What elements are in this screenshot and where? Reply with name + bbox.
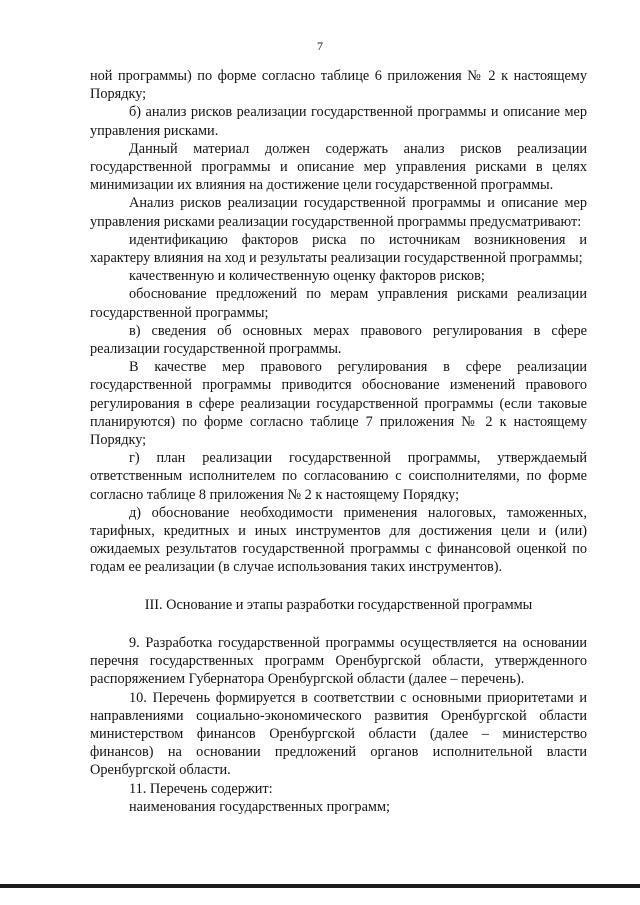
section-heading: III. Основание и этапы разработки государственной программы xyxy=(144,596,533,613)
paragraph-risk-identification: идентификацию факторов риска по источникам возникновения и характеру влияния на ход и результаты реализации государственной программы; xyxy=(90,231,587,267)
paragraph-continuation: ной программы) по форме согласно таблице 6 приложения № 2 к настоящему Порядку; xyxy=(90,68,587,103)
paragraph-9: 9. Разработка государственной программы осуществляется на основании перечня государственных программ Оренбургской области, утвержденного распоряжением Губернатора Оренбургской области (далее – перечень). xyxy=(90,634,587,688)
document-body xyxy=(90,67,587,816)
paragraph-item-g: г) план реализации государственной программы, утверждаемый ответственным исполнителем по согласованию с соисполнителями, по форме согласно таблице 8 приложения № 2 к настоящему Порядку; xyxy=(90,450,587,503)
paragraph-11: 11. Перечень содержит: xyxy=(129,780,273,797)
paragraph-risk-proposals: обоснование предложений по мерам управления рисками реализации государственной программы; xyxy=(90,286,587,321)
paragraph-10: 10. Перечень формируется в соответствии с основными приоритетами и направлениями социально-экономического развития Оренбургской области министерством финансов Оренбургской области (далее – министерство финансов) на основании предложений органов исполнительной власти Оренбургской области. xyxy=(90,689,587,779)
paragraph-item-d: д) обоснование необходимости применения налоговых, таможенных, тарифных, кредитных и иных инструментов для достижения цели и (или) ожидаемых результатов государственной программы с финансовой оценкой по годам ее реализации (в случае использования таких инструментов). xyxy=(90,504,587,576)
paragraph-program-names: наименования государственных программ; xyxy=(129,798,390,815)
paragraph-item-v: в) сведения об основных мерах правового регулирования в сфере реализации государственной программы. xyxy=(90,322,587,358)
page-number: 7 xyxy=(317,39,323,53)
paragraph-item-b: б) анализ рисков реализации государственной программы и описание мер управления рисками. xyxy=(90,104,587,139)
paragraph-risk-assessment: качественную и количественную оценку факторов рисков; xyxy=(129,268,485,285)
paragraph-risk-material: Данный материал должен содержать анализ рисков реализации государственной программы и описание мер управления рисками в целях минимизации их влияния на достижение цели государственной программы. xyxy=(90,140,587,194)
paragraph-risk-analysis: Анализ рисков реализации государственной программы и описание мер управления рисками реализации государственной программы предусматривают: xyxy=(90,195,587,230)
bottom-border-line xyxy=(0,884,640,888)
paragraph-legal-regulation: В качестве мер правового регулирования в сфере реализации государственной программы приводится обоснование изменений правового регулирования в сфере реализации государственной программы (если таковые планируются) по форме согласно таблице 7 приложения № 2 к настоящему Порядку; xyxy=(90,359,587,449)
